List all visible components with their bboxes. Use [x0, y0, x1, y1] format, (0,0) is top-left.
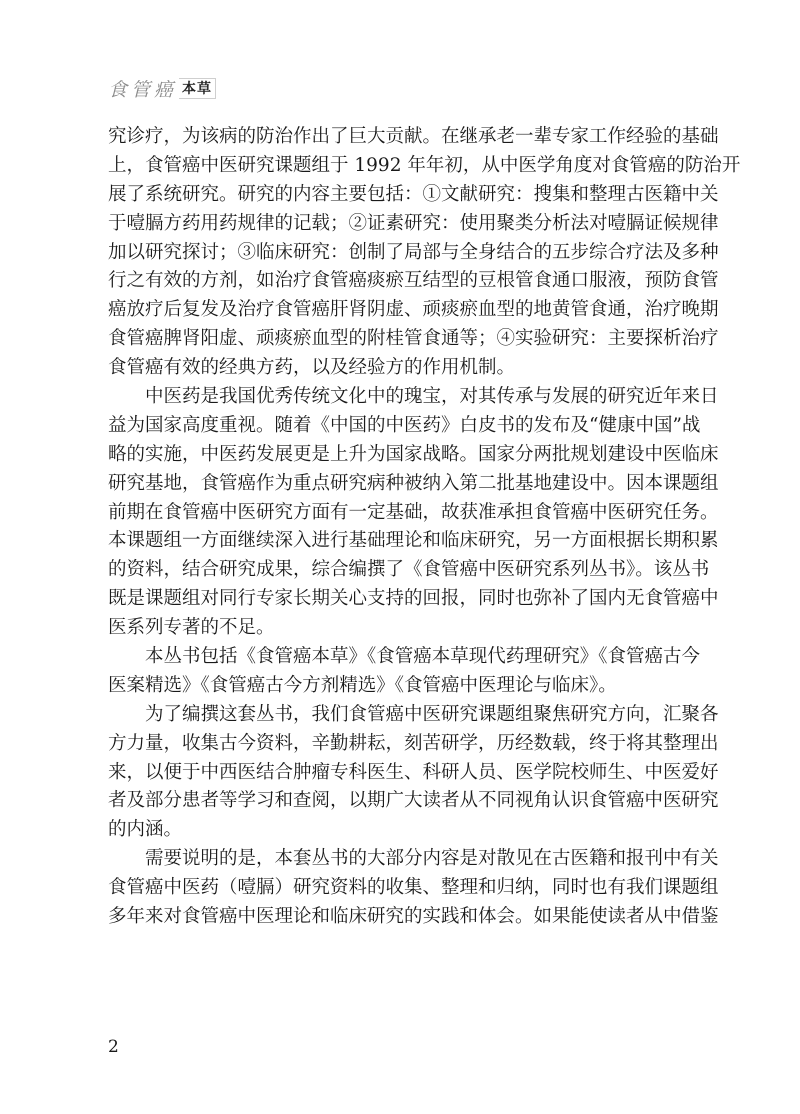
paragraph: [108, 383, 719, 643]
text-line: 方力量，收集古今资料，辛勤耕耘，刻苦研学，历经数载，终于将其整理出: [108, 732, 719, 754]
page-number: 2: [108, 1037, 119, 1057]
text-line: 中医药是我国优秀传统文化中的瑰宝，对其传承与发展的研究近年来日: [145, 386, 719, 408]
text-line: 本丛书包括《食管癌本草》《食管癌本草现代药理研究》《食管癌古今: [145, 646, 701, 668]
text-line: 于噎膈方药用药规律的记载；②证素研究：使用聚类分析法对噎膈证候规律: [108, 212, 719, 234]
text-line: 略的实施，中医药发展更是上升为国家战略。国家分两批规划建设中医临床: [108, 443, 719, 465]
text-line: 行之有效的方剂，如治疗食管癌痰瘀互结型的豆根管食通口服液，预防食管: [108, 270, 719, 292]
text-line: 加以研究探讨；③临床研究：创制了局部与全身结合的五步综合疗法及多种: [108, 241, 719, 263]
text-line: 来，以便于中西医结合肿瘤专科医生、科研人员、医学院校师生、中医爱好: [108, 761, 719, 783]
text-line: 益为国家高度重视。随着《中国的中医药》白皮书的发布及“健康中国”战: [108, 414, 701, 436]
paragraph: [108, 845, 719, 932]
text-line: 的资料，结合研究成果，综合编撰了《食管癌中医研究系列丛书》。该丛书: [108, 559, 710, 581]
paragraph: [108, 123, 741, 383]
running-header: [108, 76, 216, 100]
text-line: 多年来对食管癌中医理论和临床研究的实践和体会。如果能使读者从中借鉴: [108, 906, 719, 928]
text-line: 的内涵。: [108, 819, 183, 841]
text-line: 既是课题组对同行专家长期关心支持的回报，同时也弥补了国内无食管癌中: [108, 588, 719, 610]
text-line: 为了编撰这套丛书，我们食管癌中医研究课题组聚焦研究方向，汇聚各: [145, 703, 719, 725]
text-line: 前期在食管癌中医研究方面有一定基础，故获准承担食管癌中医研究任务。: [108, 501, 719, 523]
text-line: 医案精选》《食管癌古今方剂精选》《食管癌中医理论与临床》。: [108, 674, 617, 696]
text-line: 上，食管癌中医研究课题组于 1992 年年初，从中医学角度对食管癌的防治开: [108, 154, 741, 176]
text-line: 研究基地，食管癌作为重点研究病种被纳入第二批基地建设中。因本课题组: [108, 472, 719, 494]
book-subtitle: 本草: [179, 78, 216, 99]
text-line: 展了系统研究。研究的内容主要包括：①文献研究：搜集和整理古医籍中关: [108, 183, 719, 205]
text-line: 食管癌有效的经典方药，以及经验方的作用机制。: [108, 357, 516, 379]
paragraph: [108, 643, 701, 701]
text-line: 医系列专著的不足。: [108, 617, 275, 639]
text-line: 食管癌脾肾阳虚、顽痰瘀血型的附桂管食通等；④实验研究：主要探析治疗: [108, 328, 719, 350]
text-line: 本课题组一方面继续深入进行基础理论和临床研究，另一方面根据长期积累: [108, 530, 719, 552]
body-text: [108, 123, 741, 932]
text-line: 者及部分患者等学习和查阅，以期广大读者从不同视角认识食管癌中医研究: [108, 790, 719, 812]
paragraph: [108, 701, 719, 845]
text-line: 需要说明的是，本套丛书的大部分内容是对散见在古医籍和报刊中有关: [145, 848, 719, 870]
text-line: 究诊疗，为该病的防治作出了巨大贡献。在继承老一辈专家工作经验的基础: [108, 126, 719, 147]
series-title: 食管癌: [108, 78, 178, 101]
text-line: 食管癌中医药（噎膈）研究资料的收集、整理和归纳，同时也有我们课题组: [108, 877, 719, 899]
text-line: 癌放疗后复发及治疗食管癌肝肾阴虚、顽痰瘀血型的地黄管食通，治疗晚期: [108, 299, 719, 321]
